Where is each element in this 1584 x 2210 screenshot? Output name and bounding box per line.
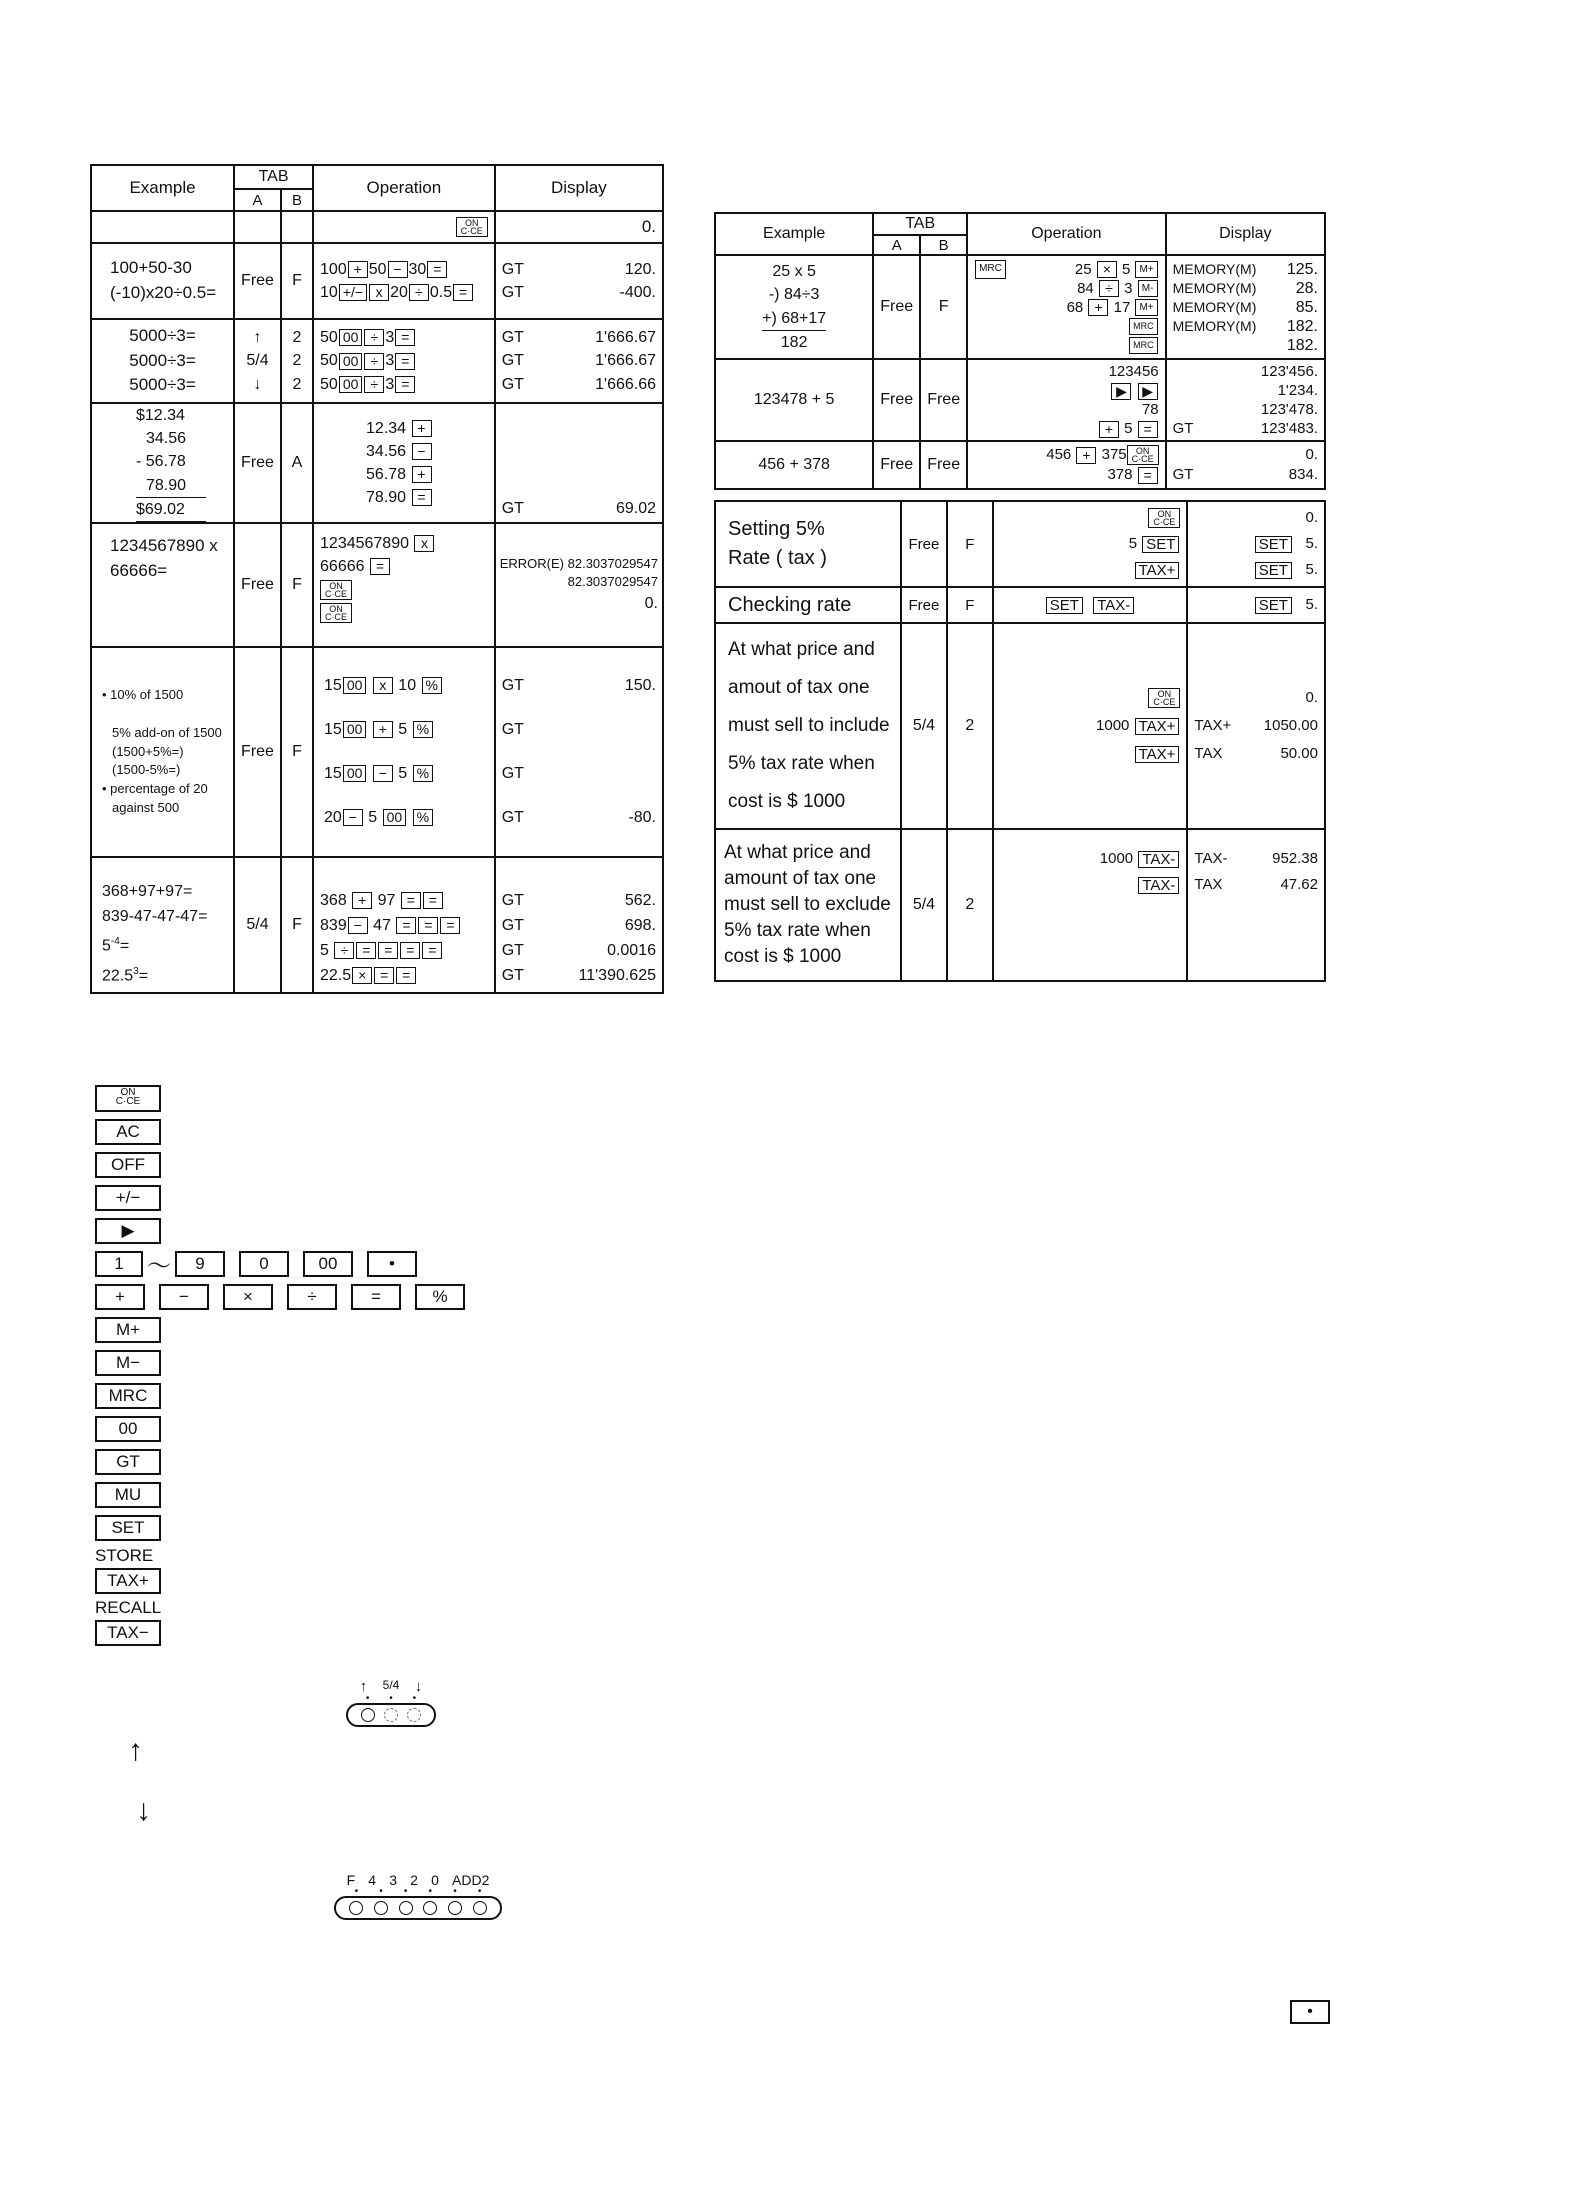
table-row: Setting 5% Rate ( tax ) Free F ON C·CE 5 SET TAX+ 0. SET 5. SET 5. <box>715 501 1325 587</box>
round-up-label: ↑ <box>359 1678 368 1695</box>
mrc-key: MRC <box>95 1383 161 1409</box>
table-row: At what price and amout of tax one must sell to include 5% tax rate when cost is $ 1000 5/4 2 ON C·CE 1000 TAX+ TAX+ 0. TAX+ 1050.00 TAX 50.00 <box>715 623 1325 829</box>
decimal-add2-label: ADD2 <box>452 1872 490 1888</box>
m-plus-key: M+ <box>95 1317 161 1343</box>
display-value: 0. <box>495 211 663 243</box>
sign-key: +/− <box>95 1185 161 1211</box>
decimal-3-label: 3 <box>389 1872 397 1888</box>
header-a: A <box>234 189 281 211</box>
tax-plus-key: TAX+ <box>95 1568 161 1594</box>
double-zero-key: 00 <box>303 1251 353 1277</box>
multiply-key: × <box>223 1284 273 1310</box>
header-tab: TAB <box>873 213 967 235</box>
table-row: 368+97+97= 839-47-47-47= $5^{-4}=$ $22.5^3=$ 5/4 F 368 + 97 = = 839 − 47 = = = 5 ÷ = = = = 22.5 × = = GT 562. GT 698. GT 0.0016 GT 11'390.625 <box>91 857 663 993</box>
on-cce-key: ON C·CE <box>456 217 488 237</box>
digit-9-key: 9 <box>175 1251 225 1277</box>
decimal-4-label: 4 <box>368 1872 377 1888</box>
header-a: A <box>873 235 920 255</box>
equals-key: = <box>351 1284 401 1310</box>
m-minus-key: M− <box>95 1350 161 1376</box>
rounding-switch: ↑ 5/4 ↓ • • • <box>346 1678 436 1727</box>
switch-position-down <box>407 1708 421 1722</box>
off-key: OFF <box>95 1152 161 1178</box>
switch-position-3 <box>399 1901 413 1915</box>
decimal-0-label: 0 <box>431 1872 439 1888</box>
switch-position-0 <box>448 1901 462 1915</box>
table-row: • 10% of 1500 5% add-on of 1500 (1500+5%=) (1500-5%=) • percentage of 20 against 500 Free F 15 00 x 10 % 15 00 + 5 % 15 00 − 5 % 20 − 5 00 % GT 150. GT GT GT -80. <box>91 647 663 857</box>
header-b: B <box>920 235 967 255</box>
switch-position-up <box>361 1708 375 1722</box>
header-operation: Operation <box>967 213 1166 255</box>
table-row: Checking rate Free F SET TAX- SET 5. <box>715 587 1325 623</box>
header-example: Example <box>91 165 234 211</box>
switch-position-half <box>384 1708 398 1722</box>
tax-minus-key: TAX− <box>95 1620 161 1646</box>
set-key: SET <box>95 1515 161 1541</box>
rounding-switch-slot[interactable] <box>346 1703 436 1727</box>
table-tax-examples <box>714 500 1326 982</box>
header-display: Display <box>495 165 663 211</box>
round-down-label: ↓ <box>414 1678 423 1695</box>
switch-position-add2 <box>473 1901 487 1915</box>
divide-key: ÷ <box>287 1284 337 1310</box>
decimal-key: • <box>1290 2000 1330 2024</box>
range-tilde: 〜 <box>147 1253 171 1280</box>
switch-position-2 <box>423 1901 437 1915</box>
table-examples-2 <box>714 212 1326 490</box>
store-label: STORE <box>95 1546 154 1565</box>
header-tab: TAB <box>234 165 313 189</box>
header-operation: Operation <box>313 165 495 211</box>
backspace-key: ▶ <box>95 1218 161 1244</box>
minus-key: − <box>159 1284 209 1310</box>
decimal-key: • <box>367 1251 417 1277</box>
table-row: 1234567890 x 66666= Free F 1234567890 x 66666 = ON C·CE ON C·CE ERROR(E) 82.3037029547 82.3037029547 0. <box>91 523 663 647</box>
ac-key: AC <box>95 1119 161 1145</box>
table-row: 123478 + 5 Free Free 123456 ▶ ▶ 78 + 5 = 123'456. 1'234. 123'478. GT 123'483. <box>715 359 1325 441</box>
table-examples-1 <box>90 164 664 994</box>
table-row: 100+50-30 (-10)x20÷0.5= Free F 100 + 50 − 30 = 10 +/− x 20 ÷ 0.5 = GT 120. GT -400. <box>91 243 663 319</box>
table-row: $12.34 34.56 - 56.78 78.90 $69.02 Free A 12.34 + 34.56 − 56.78 + 78.90 = GT 69.02 <box>91 403 663 523</box>
percent-key: % <box>415 1284 465 1310</box>
decimal-f-label: F <box>346 1872 356 1888</box>
mu-key: MU <box>95 1482 161 1508</box>
round-half-label: 5/4 <box>382 1678 400 1692</box>
table-row: 5000÷3= 5000÷3= 5000÷3= ↑ 5/4 ↓ 2 2 2 50 00 ÷ 3 = 50 00 ÷ 3 = 50 00 ÷ 3 = GT 1'666.67 GT 1'666.67 GT 1'666.66 <box>91 319 663 403</box>
arrow-up-icon: ↑ <box>128 1734 143 1767</box>
gt-key: GT <box>95 1449 161 1475</box>
double-zero-key: 00 <box>95 1416 161 1442</box>
recall-label: RECALL <box>95 1598 162 1617</box>
plus-key: + <box>95 1284 145 1310</box>
arrow-down-icon: ↓ <box>136 1794 151 1827</box>
switch-position-f <box>349 1901 363 1915</box>
header-display: Display <box>1166 213 1325 255</box>
decimal-switch-slot[interactable] <box>334 1896 502 1920</box>
table-row: 25 x 5 -) 84÷3 +) 68+17 182 Free F MRC 25 × 5 M+ 84 ÷ 3 M- 68 + 17 M+ MRC MRC MEMORY(M) 125. MEMORY(M) 28. MEMORY(M) 85. MEMORY(M) 182. 182. <box>715 255 1325 359</box>
header-b: B <box>281 189 313 211</box>
key-legend <box>95 1082 479 1648</box>
on-cce-key: ON C·CE <box>95 1085 161 1112</box>
digit-1-key: 1 <box>95 1251 143 1277</box>
switch-position-4 <box>374 1901 388 1915</box>
table-row: At what price and amount of tax one must sell to exclude 5% tax rate when cost is $ 1000 5/4 2 1000 TAX- TAX- TAX- 952.38 TAX 47.62 <box>715 829 1325 981</box>
digit-0-key: 0 <box>239 1251 289 1277</box>
header-example: Example <box>715 213 873 255</box>
table-row: 456 + 378 Free Free 456 + 375 ON C·CE 378 = 0. GT 834. <box>715 441 1325 489</box>
decimal-switch: F 4 3 2 0 ADD2 • • • • • • <box>334 1872 502 1920</box>
decimal-2-label: 2 <box>410 1872 418 1888</box>
